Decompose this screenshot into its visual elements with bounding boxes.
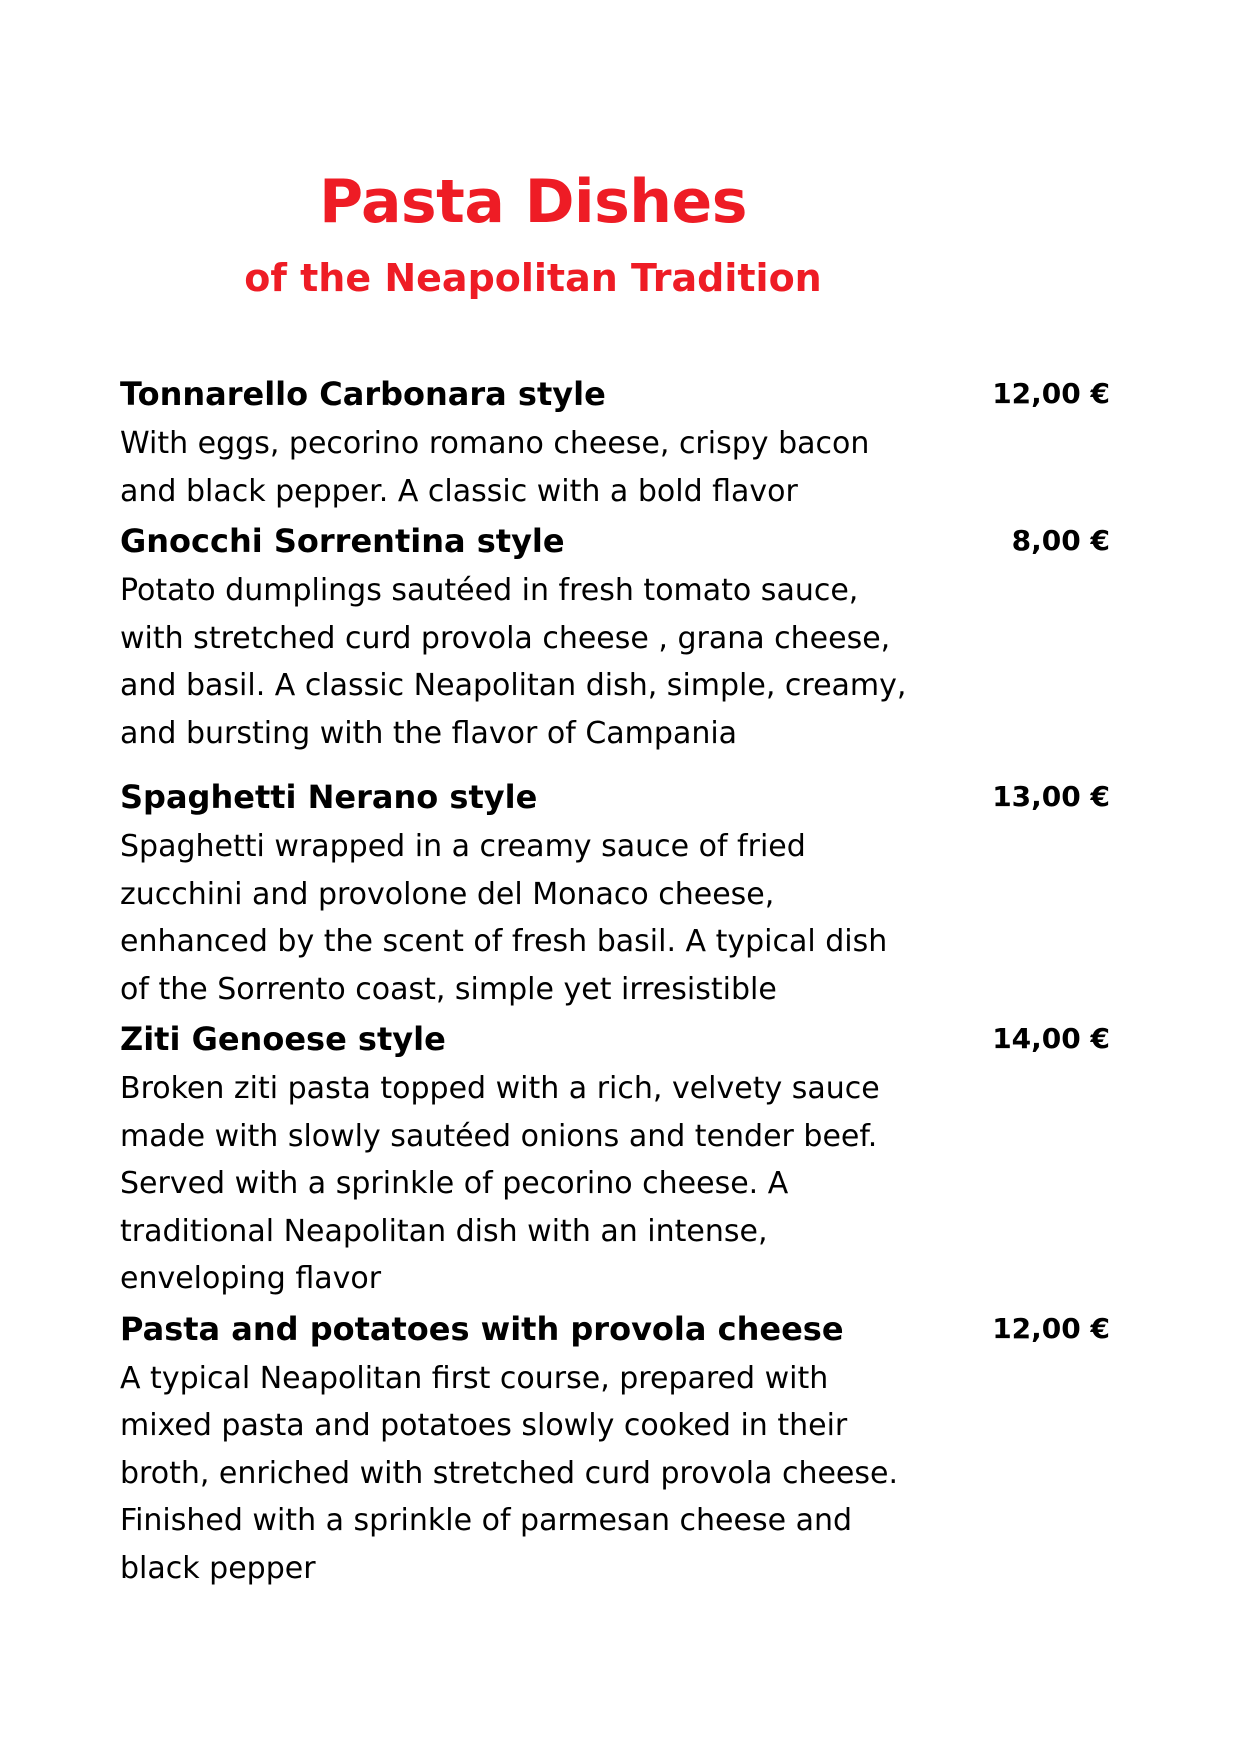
menu-item-description (120, 1355, 930, 1593)
page-subtitle: of the Neapolitan Tradition (244, 256, 822, 300)
description-line: Potato dumplings sautéed in fresh tomato sauce, (120, 573, 859, 608)
description-line: With eggs, pecorino romano cheese, crispy bacon (120, 426, 870, 461)
page-title: Pasta Dishes (319, 167, 747, 237)
description-line: black pepper (120, 1550, 316, 1586)
menu-item-description (120, 567, 930, 757)
menu-item-price: 12,00 € (992, 377, 1110, 410)
description-line: and bursting with the flavor of Campania (120, 715, 738, 751)
menu-item-description (120, 1065, 930, 1303)
description-line: enhanced by the scent of fresh basil. A typical dish (120, 924, 888, 959)
menu-item-header (120, 1013, 1110, 1065)
description-line: and basil. A classic Neapolitan dish, simple, creamy, (120, 668, 907, 703)
description-line: traditional Neapolitan dish with an intense, (120, 1213, 768, 1249)
description-line: and black pepper. A classic with a bold flavor (120, 473, 798, 509)
menu-item-header (120, 771, 1110, 823)
description-line: mixed pasta and potatoes slowly cooked in their (120, 1408, 848, 1443)
menu-item-nerano (120, 771, 1110, 1013)
menu-item-name: Tonnarello Carbonara style (120, 375, 606, 413)
menu-item-gnocchi (120, 515, 1110, 757)
menu-list (120, 368, 1110, 1592)
description-line: Broken ziti pasta topped with a rich, velvety sauce (120, 1071, 880, 1106)
description-line: of the Sorrento coast, simple yet irresistible (120, 971, 777, 1007)
description-line: A typical Neapolitan first course, prepared with (120, 1360, 829, 1396)
menu-item-name: Ziti Genoese style (120, 1020, 446, 1058)
menu-item-header (120, 1303, 1110, 1355)
menu-item-price: 12,00 € (992, 1311, 1110, 1345)
description-line: made with slowly sautéed onions and tender beef. (120, 1118, 878, 1154)
menu-item-description (120, 823, 930, 1013)
menu-item-description (120, 420, 930, 515)
menu-item-carbonara (120, 368, 1110, 515)
description-line: Finished with a sprinkle of parmesan cheese and (120, 1503, 853, 1538)
description-line: enveloping flavor (120, 1261, 382, 1296)
description-line: zucchini and provolone del Monaco cheese, (120, 876, 775, 912)
menu-item-price: 14,00 € (992, 1022, 1110, 1055)
menu-item-ziti (120, 1013, 1110, 1303)
description-line: Spaghetti wrapped in a creamy sauce of fried (120, 829, 806, 864)
description-line: broth, enriched with stretched curd provola cheese. (120, 1455, 898, 1491)
description-line: with stretched curd provola cheese , grana cheese, (120, 620, 891, 656)
menu-item-price: 8,00 € (1011, 524, 1110, 557)
menu-item-header (120, 515, 1110, 567)
menu-item-pasta-patate (120, 1303, 1110, 1593)
menu-item-name: Pasta and potatoes with provola cheese (120, 1309, 844, 1348)
description-line: Served with a sprinkle of pecorino cheese. A (120, 1166, 789, 1201)
menu-item-name: Spaghetti Nerano style (120, 778, 538, 816)
menu-item-name: Gnocchi Sorrentina style (120, 522, 565, 560)
menu-item-header (120, 368, 1110, 420)
menu-item-price: 13,00 € (992, 780, 1110, 813)
